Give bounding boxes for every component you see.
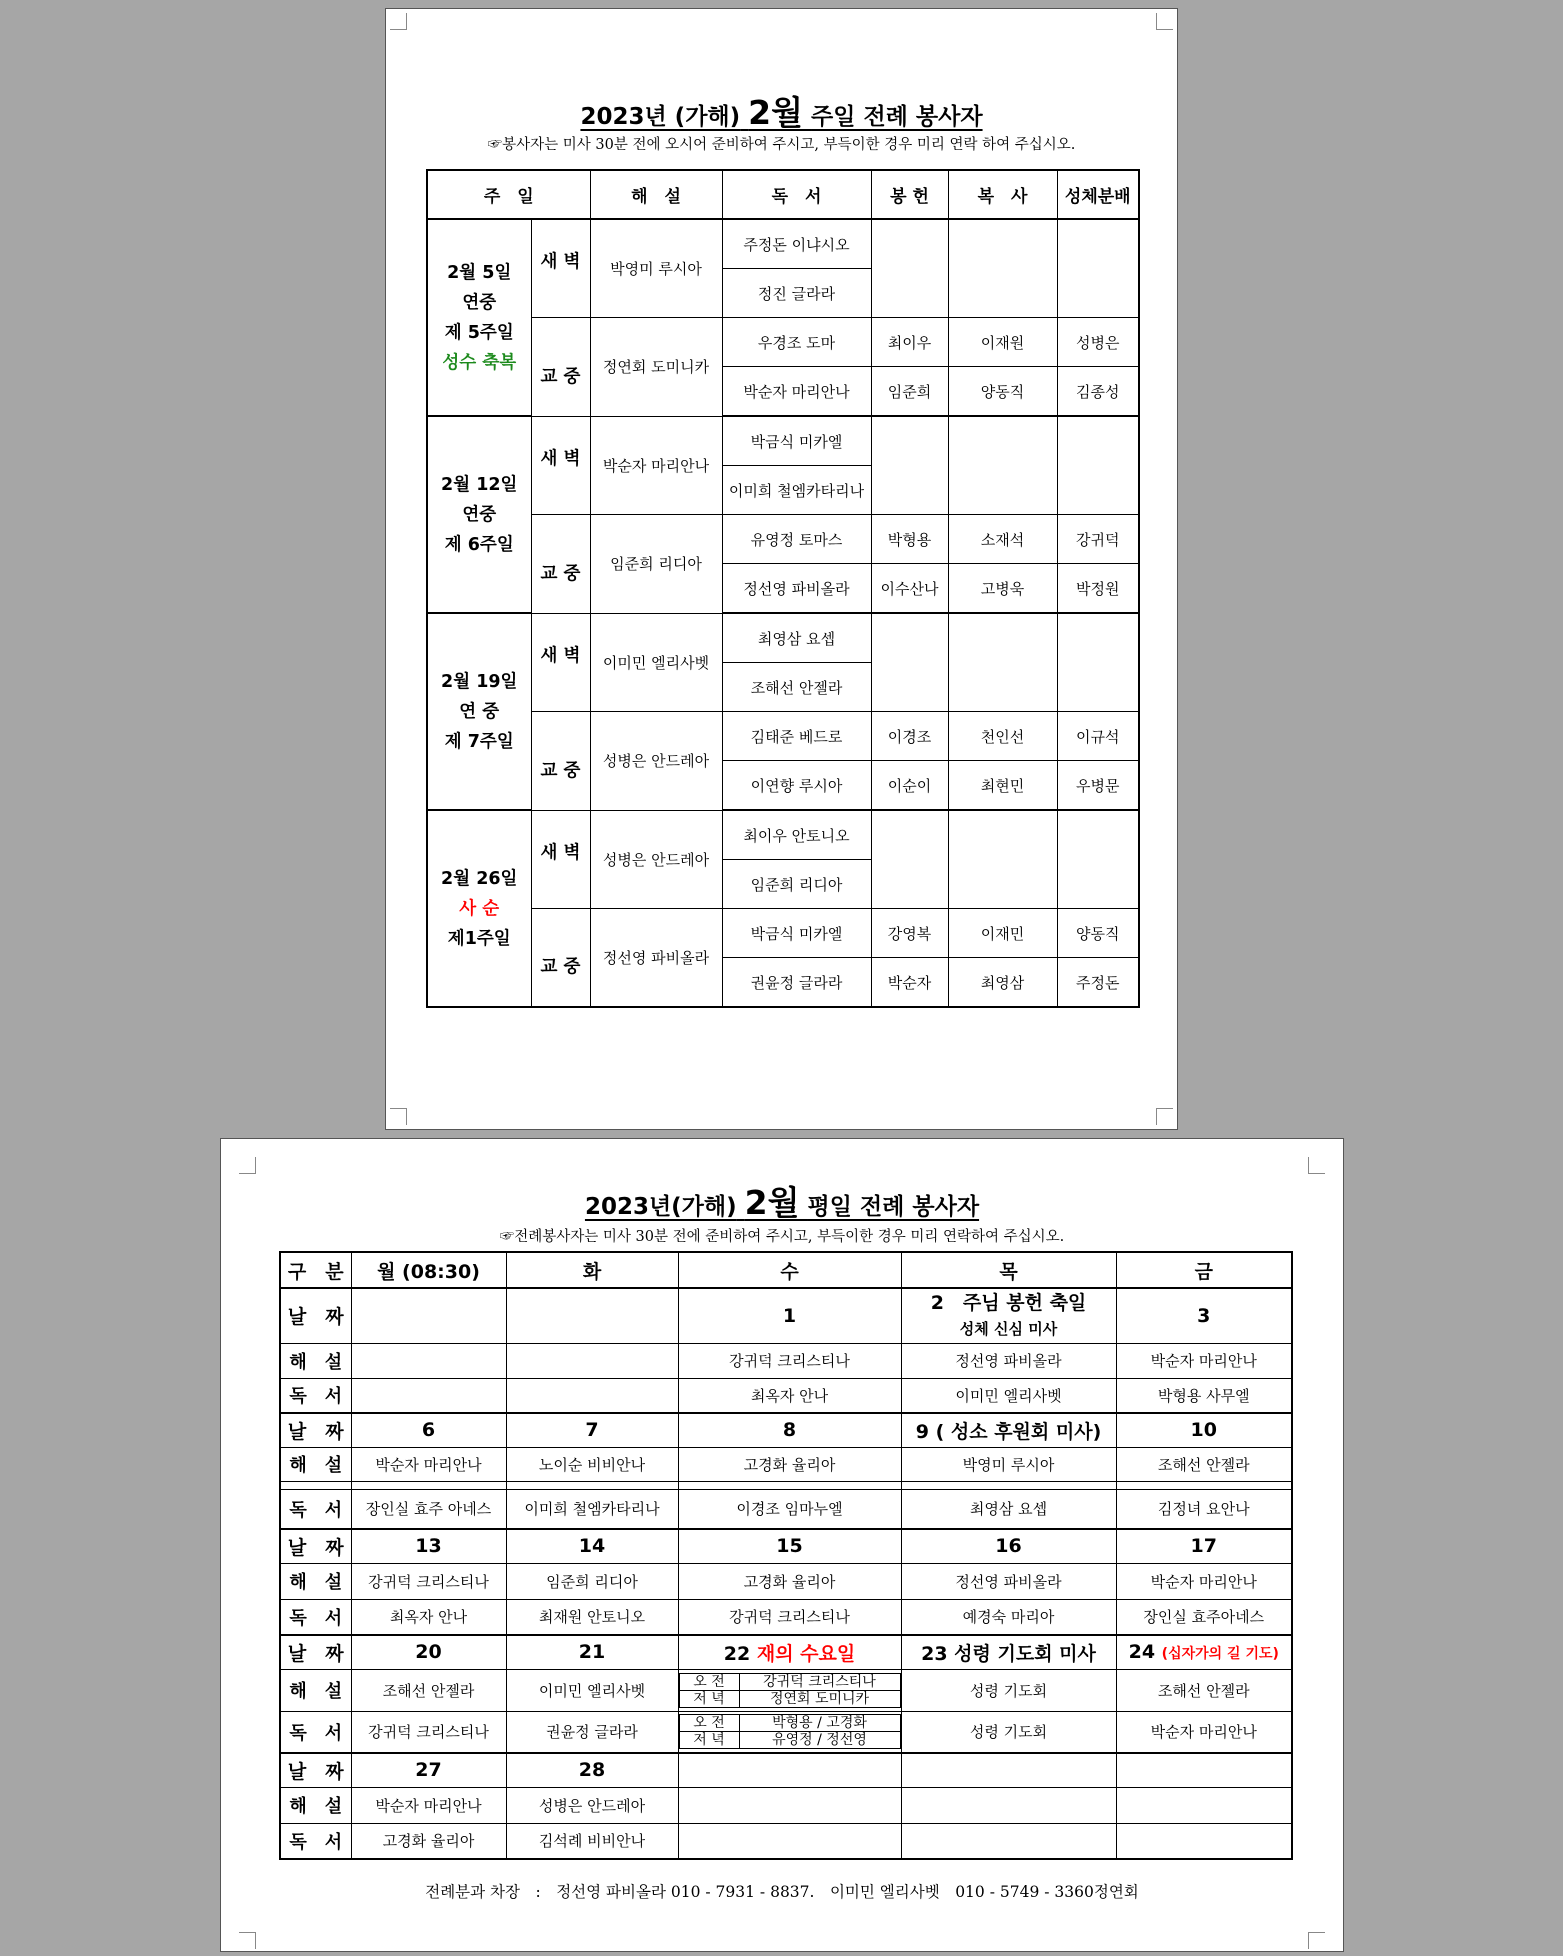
- server-cell: 최영삼: [948, 958, 1057, 1008]
- row-label: 해 설: [280, 1447, 351, 1481]
- mass-label: 교 중: [531, 318, 590, 417]
- title-rest: 주일 전례 봉사자: [811, 104, 983, 130]
- commentator-cell: 박영미 루시아: [590, 219, 722, 318]
- date-row: [280, 1529, 1292, 1563]
- mass-label: 새 벽: [531, 613, 590, 712]
- date-cell: 14: [506, 1529, 678, 1563]
- date-cell: 6: [351, 1413, 506, 1447]
- mass-label: 교 중: [531, 515, 590, 614]
- time-label: 오 전: [679, 1715, 739, 1732]
- row-label: 날 짜: [280, 1413, 351, 1447]
- title-year: 2023년(가해): [584, 1194, 737, 1220]
- date-row: [280, 1288, 1292, 1343]
- week-number: 제 7주일: [444, 731, 514, 752]
- reader-cell: [901, 1823, 1116, 1859]
- time-label: 저 녁: [679, 1732, 739, 1749]
- commentator-cell: 정연회 도미니카: [590, 318, 722, 417]
- date-cell: [901, 1753, 1116, 1787]
- date-cell: 15: [678, 1529, 901, 1563]
- date-cell: [678, 1635, 901, 1669]
- week-date: 2월 5일: [447, 262, 512, 283]
- table-row: [427, 416, 1139, 466]
- reader-cell: 이경조 임마누엘: [678, 1489, 901, 1529]
- reader-cell: 조해선 안젤라: [722, 663, 871, 712]
- page-corner-mark: [1308, 1932, 1325, 1949]
- header-row: [427, 170, 1139, 219]
- mass-label: 교 중: [531, 909, 590, 1008]
- communion-cell: 우병문: [1057, 761, 1139, 811]
- week-season: 연중: [462, 292, 497, 313]
- offertory-cell: 박형용: [871, 515, 948, 564]
- row-label: 날 짜: [280, 1635, 351, 1669]
- commentator-cell: 조해선 안젤라: [351, 1669, 506, 1711]
- page-corner-mark: [1156, 1108, 1173, 1125]
- sunday-schedule-table: [426, 169, 1140, 1008]
- date-row: [280, 1635, 1292, 1669]
- week-date-cell: [427, 416, 531, 613]
- row-label: 해 설: [280, 1343, 351, 1378]
- page-corner-mark: [1156, 13, 1173, 30]
- title-year: 2023년 (가해): [580, 104, 741, 130]
- reader-cell: 최옥자 안나: [351, 1599, 506, 1635]
- header-friday: 금: [1116, 1252, 1292, 1288]
- date-cell: 7: [506, 1413, 678, 1447]
- week-date-cell: [427, 219, 531, 416]
- clipped-cell: [901, 1481, 1116, 1489]
- server-cell: 이재민: [948, 909, 1057, 958]
- date-row: [280, 1753, 1292, 1787]
- date-cell: [506, 1288, 678, 1343]
- split-name: 유영정 / 정선영: [739, 1732, 900, 1749]
- table-row: [427, 613, 1139, 663]
- commentator-cell: 성병은 안드레아: [590, 712, 722, 811]
- reader-cell: 이미민 엘리사벳: [901, 1378, 1116, 1413]
- commentator-cell: 박순자 마리안나: [1116, 1343, 1292, 1378]
- split-name: 박형용 / 고경화: [739, 1715, 900, 1732]
- row-label: 독 서: [280, 1378, 351, 1413]
- instruction-note: ☞전례봉사자는 미사 30분 전에 준비하여 주시고, 부득이한 경우 미리 연락하여 주십시오.: [499, 1229, 1065, 1245]
- reader-cell: 최영삼 요셉: [901, 1489, 1116, 1529]
- commentator-row: [280, 1447, 1292, 1481]
- row-label: 날 짜: [280, 1529, 351, 1563]
- date-cell: 21: [506, 1635, 678, 1669]
- header-offertory: 봉 헌: [871, 170, 948, 219]
- split-name: 강귀덕 크리스티나: [739, 1673, 900, 1690]
- reader-cell: [506, 1378, 678, 1413]
- page-corner-mark: [390, 1108, 407, 1125]
- split-row: [679, 1715, 900, 1732]
- instruction-note: ☞봉사자는 미사 30분 전에 오시어 준비하여 주시고, 부득이한 경우 미리 연락 하여 주십시오.: [487, 137, 1076, 153]
- reader-cell: 최옥자 안나: [678, 1378, 901, 1413]
- reader-cell: 주정돈 이냐시오: [722, 219, 871, 269]
- clipped-cell: [351, 1481, 506, 1489]
- row-label: 해 설: [280, 1787, 351, 1823]
- server-cell: 고병욱: [948, 564, 1057, 614]
- reader-cell: 정진 글라라: [722, 269, 871, 318]
- week-date: 2월 26일: [441, 868, 518, 889]
- reader-split-cell: [678, 1711, 901, 1753]
- reader-cell: 권윤정 글라라: [506, 1711, 678, 1753]
- offertory-cell: [871, 219, 948, 318]
- server-cell: [948, 613, 1057, 712]
- date-cell: 23 성령 기도회 미사: [901, 1635, 1116, 1669]
- ash-wednesday-label: 재의 수요일: [756, 1642, 856, 1665]
- server-cell: 천인선: [948, 712, 1057, 761]
- page-title: [221, 1177, 1343, 1224]
- weekday-schedule-page: [220, 1138, 1344, 1952]
- reader-cell: [678, 1823, 901, 1859]
- header-communion: 성체분배: [1057, 170, 1139, 219]
- page-corner-mark: [390, 13, 407, 30]
- split-name: 정연회 도미니카: [739, 1690, 900, 1707]
- week-number: 제1주일: [447, 928, 511, 949]
- commentator-cell: [351, 1343, 506, 1378]
- commentator-cell: 박순자 마리안나: [351, 1447, 506, 1481]
- date-number: 22: [723, 1642, 751, 1665]
- offertory-cell: [871, 416, 948, 515]
- reader-cell: 유영정 토마스: [722, 515, 871, 564]
- commentator-cell: 이미민 엘리사벳: [590, 613, 722, 712]
- reader-row: [280, 1489, 1292, 1529]
- date-cell: [678, 1753, 901, 1787]
- commentator-cell: 성병은 안드레아: [590, 810, 722, 909]
- split-row: [679, 1690, 900, 1707]
- commentator-cell: 이미민 엘리사벳: [506, 1669, 678, 1711]
- commentator-cell: [678, 1787, 901, 1823]
- week-special: 성수 축복: [442, 352, 517, 373]
- commentator-cell: 임준희 리디아: [590, 515, 722, 614]
- offertory-cell: 최이우: [871, 318, 948, 367]
- commentator-cell: 고경화 율리아: [678, 1563, 901, 1599]
- week-season: 연중: [462, 504, 497, 525]
- communion-cell: [1057, 613, 1139, 712]
- header-monday: 월 (08:30): [351, 1252, 506, 1288]
- row-label: 날 짜: [280, 1288, 351, 1343]
- date-cell: [901, 1288, 1116, 1343]
- reader-cell: 강귀덕 크리스티나: [678, 1599, 901, 1635]
- reader-cell: 권윤정 글라라: [722, 958, 871, 1008]
- reader-cell: 임준희 리디아: [722, 860, 871, 909]
- feast-name: 2 주님 봉헌 축일: [930, 1291, 1087, 1314]
- sunday-schedule-page: [385, 8, 1178, 1130]
- reader-cell: 우경조 도마: [722, 318, 871, 367]
- date-row: [280, 1413, 1292, 1447]
- reader-cell: 이연향 루시아: [722, 761, 871, 811]
- header-commentator: 해 설: [590, 170, 722, 219]
- commentator-row: [280, 1343, 1292, 1378]
- offertory-cell: 이경조: [871, 712, 948, 761]
- reader-cell: 장인실 효주 아네스: [351, 1489, 506, 1529]
- row-label: 해 설: [280, 1669, 351, 1711]
- date-cell: 27: [351, 1753, 506, 1787]
- reader-cell: 강귀덕 크리스티나: [351, 1711, 506, 1753]
- date-cell: 8: [678, 1413, 901, 1447]
- week-season: 사 순: [459, 898, 500, 919]
- commentator-cell: 박순자 마리안나: [1116, 1563, 1292, 1599]
- header-thursday: 목: [901, 1252, 1116, 1288]
- row-label: 독 서: [280, 1823, 351, 1859]
- table-row: [427, 318, 1139, 367]
- date-cell: 16: [901, 1529, 1116, 1563]
- clipped-cell: [678, 1481, 901, 1489]
- clipped-cell: [506, 1481, 678, 1489]
- communion-cell: 성병은: [1057, 318, 1139, 367]
- table-row: [427, 515, 1139, 564]
- server-cell: 소재석: [948, 515, 1057, 564]
- offertory-cell: [871, 613, 948, 712]
- reader-cell: 최영삼 요셉: [722, 613, 871, 663]
- week-season: 연 중: [459, 701, 500, 722]
- table-row: [427, 712, 1139, 761]
- commentator-cell: 성병은 안드레아: [506, 1787, 678, 1823]
- date-cell: 10: [1116, 1413, 1292, 1447]
- server-cell: [948, 219, 1057, 318]
- reader-cell: 박순자 마리안나: [722, 367, 871, 417]
- reader-cell: 박금식 미카엘: [722, 909, 871, 958]
- reader-row: [280, 1378, 1292, 1413]
- server-cell: 이재원: [948, 318, 1057, 367]
- commentator-cell: 강귀덕 크리스티나: [678, 1343, 901, 1378]
- date-cell: 1: [678, 1288, 901, 1343]
- commentator-cell: 정선영 파비올라: [901, 1343, 1116, 1378]
- commentator-cell: 조해선 안젤라: [1116, 1447, 1292, 1481]
- week-date: 2월 19일: [441, 671, 518, 692]
- date-cell: [1116, 1753, 1292, 1787]
- server-cell: [948, 416, 1057, 515]
- reader-cell: 성령 기도회: [901, 1711, 1116, 1753]
- communion-cell: 김종성: [1057, 367, 1139, 417]
- reader-cell: 최이우 안토니오: [722, 810, 871, 860]
- date-cell: 3: [1116, 1288, 1292, 1343]
- split-row: [679, 1732, 900, 1749]
- commentator-row: [280, 1563, 1292, 1599]
- contact-footer: 전례분과 차장 : 정선영 파비올라 010 - 7931 - 8837. 이미민 엘리사벳 010 - 5749 - 3360정연회: [425, 1883, 1139, 1901]
- page-title: [386, 87, 1177, 134]
- row-label: 독 서: [280, 1711, 351, 1753]
- reader-cell: 박금식 미카엘: [722, 416, 871, 466]
- communion-cell: [1057, 219, 1139, 318]
- page-corner-mark: [239, 1932, 256, 1949]
- reader-cell: [1116, 1823, 1292, 1859]
- clipped-row: [280, 1481, 1292, 1489]
- reader-row: [280, 1599, 1292, 1635]
- commentator-cell: 정선영 파비올라: [590, 909, 722, 1008]
- title-month: 2월: [744, 1183, 800, 1222]
- split-row: [679, 1673, 900, 1690]
- table-row: [427, 219, 1139, 269]
- table-row: [427, 810, 1139, 860]
- row-label: 독 서: [280, 1599, 351, 1635]
- split-table: [679, 1673, 901, 1708]
- reader-cell: 이미희 철엠카타리나: [722, 466, 871, 515]
- reader-cell: 정선영 파비올라: [722, 564, 871, 614]
- commentator-cell: 성령 기도회: [901, 1669, 1116, 1711]
- server-cell: 최현민: [948, 761, 1057, 811]
- header-server: 복 사: [948, 170, 1057, 219]
- date-cell: 9 ( 성소 후원회 미사): [901, 1413, 1116, 1447]
- stations-of-cross-label: (십자가의 길 기도): [1161, 1646, 1279, 1663]
- mass-label: 새 벽: [531, 810, 590, 909]
- title-month: 2월: [748, 93, 803, 132]
- commentator-split-cell: [678, 1669, 901, 1711]
- mass-label: 새 벽: [531, 219, 590, 318]
- feast-subtitle: 성체 신심 미사: [959, 1319, 1058, 1338]
- table-row: [427, 909, 1139, 958]
- reader-cell: 김태준 베드로: [722, 712, 871, 761]
- header-sunday: 주 일: [427, 170, 590, 219]
- header-wednesday: 수: [678, 1252, 901, 1288]
- date-cell: 17: [1116, 1529, 1292, 1563]
- row-label: 날 짜: [280, 1753, 351, 1787]
- week-date-cell: [427, 613, 531, 810]
- date-cell: [1116, 1635, 1292, 1669]
- reader-cell: [351, 1378, 506, 1413]
- commentator-cell: [1116, 1787, 1292, 1823]
- date-cell: [351, 1288, 506, 1343]
- communion-cell: 강귀덕: [1057, 515, 1139, 564]
- offertory-cell: 이순이: [871, 761, 948, 811]
- weekday-schedule-table: [279, 1251, 1293, 1860]
- offertory-cell: 임준희: [871, 367, 948, 417]
- header-category: 구 분: [280, 1252, 351, 1288]
- header-tuesday: 화: [506, 1252, 678, 1288]
- reader-cell: 박순자 마리안나: [1116, 1711, 1292, 1753]
- page-corner-mark: [239, 1157, 256, 1174]
- title-rest: 평일 전례 봉사자: [807, 1194, 980, 1220]
- commentator-cell: 강귀덕 크리스티나: [351, 1563, 506, 1599]
- clipped-cell: [1116, 1481, 1292, 1489]
- commentator-cell: 박순자 마리안나: [351, 1787, 506, 1823]
- header-row: [280, 1252, 1292, 1288]
- commentator-cell: 조해선 안젤라: [1116, 1669, 1292, 1711]
- time-label: 저 녁: [679, 1690, 739, 1707]
- commentator-cell: 정선영 파비올라: [901, 1563, 1116, 1599]
- reader-row: [280, 1823, 1292, 1859]
- communion-cell: [1057, 416, 1139, 515]
- commentator-cell: [901, 1787, 1116, 1823]
- clipped-cell: [280, 1481, 351, 1489]
- commentator-cell: 노이순 비비안나: [506, 1447, 678, 1481]
- reader-cell: 김정녀 요안나: [1116, 1489, 1292, 1529]
- offertory-cell: 박순자: [871, 958, 948, 1008]
- offertory-cell: 강영복: [871, 909, 948, 958]
- commentator-cell: 고경화 율리아: [678, 1447, 901, 1481]
- header-reader: 독 서: [722, 170, 871, 219]
- week-number: 제 5주일: [444, 322, 514, 343]
- row-label: 해 설: [280, 1563, 351, 1599]
- communion-cell: 박정원: [1057, 564, 1139, 614]
- split-table: [679, 1714, 901, 1749]
- mass-label: 새 벽: [531, 416, 590, 515]
- reader-cell: 최재원 안토니오: [506, 1599, 678, 1635]
- reader-cell: 장인실 효주아네스: [1116, 1599, 1292, 1635]
- commentator-cell: 박영미 루시아: [901, 1447, 1116, 1481]
- reader-cell: 예경숙 마리아: [901, 1599, 1116, 1635]
- reader-cell: 박형용 사무엘: [1116, 1378, 1292, 1413]
- week-number: 제 6주일: [444, 534, 514, 555]
- week-date-cell: [427, 810, 531, 1007]
- commentator-cell: 박순자 마리안나: [590, 416, 722, 515]
- date-cell: 20: [351, 1635, 506, 1669]
- date-cell: 13: [351, 1529, 506, 1563]
- mass-label: 교 중: [531, 712, 590, 811]
- page-corner-mark: [1308, 1157, 1325, 1174]
- server-cell: [948, 810, 1057, 909]
- server-cell: 양동직: [948, 367, 1057, 417]
- communion-cell: 이규석: [1057, 712, 1139, 761]
- communion-cell: [1057, 810, 1139, 909]
- reader-cell: 이미희 철엠카타리나: [506, 1489, 678, 1529]
- commentator-row: [280, 1669, 1292, 1711]
- commentator-row: [280, 1787, 1292, 1823]
- date-cell: 28: [506, 1753, 678, 1787]
- time-label: 오 전: [679, 1673, 739, 1690]
- reader-row: [280, 1711, 1292, 1753]
- date-number: 24: [1128, 1641, 1156, 1664]
- commentator-cell: [506, 1343, 678, 1378]
- communion-cell: 주정돈: [1057, 958, 1139, 1008]
- week-date: 2월 12일: [441, 474, 518, 495]
- reader-cell: 김석례 비비안나: [506, 1823, 678, 1859]
- reader-cell: 고경화 율리아: [351, 1823, 506, 1859]
- commentator-cell: 임준희 리디아: [506, 1563, 678, 1599]
- offertory-cell: 이수산나: [871, 564, 948, 614]
- offertory-cell: [871, 810, 948, 909]
- row-label: 독 서: [280, 1489, 351, 1529]
- communion-cell: 양동직: [1057, 909, 1139, 958]
